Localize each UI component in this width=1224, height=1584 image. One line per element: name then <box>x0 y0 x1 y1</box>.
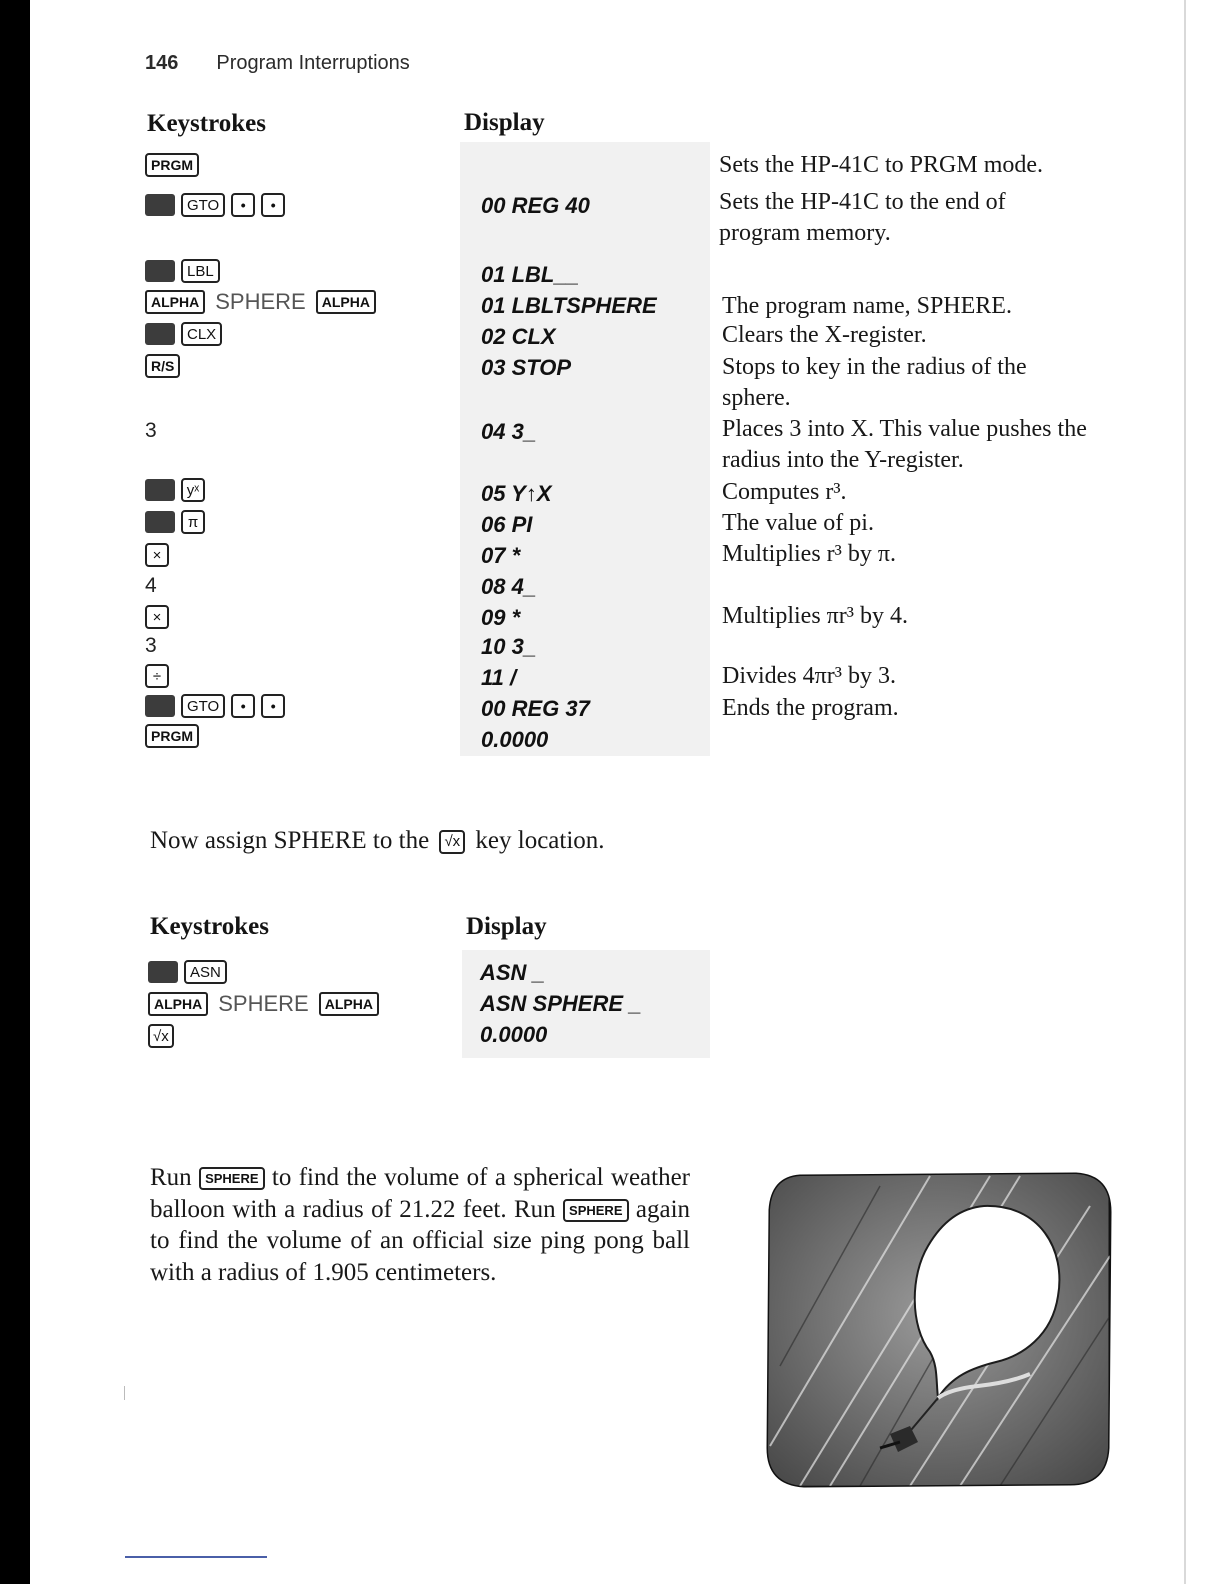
chapter-title: Program Interruptions <box>216 52 410 74</box>
alpha-entry-text: SPHERE <box>218 991 309 1016</box>
alpha-entry-text: SPHERE <box>215 289 306 314</box>
prgm-key[interactable]: PRGM <box>145 153 199 177</box>
display-line: 06 PI <box>481 512 533 537</box>
digit-four: 4 <box>145 574 157 597</box>
display-line: 11 / <box>481 665 517 690</box>
display-line: 09 * <box>481 605 521 630</box>
keystrokes-heading: Keystrokes <box>147 110 266 137</box>
page-number: 146 <box>145 52 179 74</box>
prgm-key[interactable]: PRGM <box>145 724 199 748</box>
keystroke-row-2 <box>145 193 285 217</box>
decimal-point-key[interactable]: • <box>261 193 285 217</box>
display-heading: Display <box>466 913 547 940</box>
multiply-key[interactable]: × <box>145 543 169 567</box>
gto-key[interactable]: GTO <box>181 193 225 217</box>
display-line: ASN _ <box>480 960 545 985</box>
row-description: Sets the HP-41C to PRGM mode. <box>719 152 1044 178</box>
display-line: 02 CLX <box>481 324 556 349</box>
shift-key[interactable] <box>148 961 178 983</box>
display-line: 03 STOP <box>481 355 572 380</box>
keystroke-row-8 <box>145 478 205 502</box>
keystroke-row-6 <box>145 354 180 378</box>
multiply-key[interactable]: × <box>145 605 169 629</box>
display-column-background <box>460 142 710 756</box>
row-description: Multiplies r³ by π. <box>722 541 896 567</box>
keystroke-row-16 <box>145 724 199 748</box>
display-heading: Display <box>464 109 545 136</box>
row-description: Divides 4πr³ by 3. <box>722 663 896 689</box>
keystroke-row-15 <box>145 694 285 718</box>
run-text: to find the volume of a spherical weather balloon with a radius of 21.22 feet. Run <box>150 1164 690 1223</box>
keystroke-row-asn <box>148 960 227 984</box>
display-line: 01 LBLTSPHERE <box>481 293 657 318</box>
page-header <box>145 52 410 75</box>
display-line: 05 Y↑X <box>481 481 552 506</box>
shift-key[interactable] <box>145 511 175 533</box>
display-line: 07 * <box>481 543 521 568</box>
weather-balloon-icon <box>760 1166 1116 1492</box>
y-to-x-key[interactable]: yˣ <box>181 478 205 502</box>
row-description: Clears the X-register. <box>722 322 927 348</box>
shift-key[interactable] <box>145 323 175 345</box>
alpha-key[interactable]: ALPHA <box>145 290 205 314</box>
row-description: Places 3 into X. This value pushes the radius into the Y-register. <box>722 416 1087 473</box>
display-line: 08 4_ <box>481 574 537 599</box>
display-line: 00 REG 40 <box>481 193 590 218</box>
gto-key[interactable]: GTO <box>181 694 225 718</box>
keystrokes-heading: Keystrokes <box>150 913 269 940</box>
weather-balloon-illustration <box>760 1166 1116 1492</box>
keystroke-row-1 <box>145 153 199 177</box>
keystroke-row-14 <box>145 664 169 688</box>
display-line: 01 LBL__ <box>481 262 579 287</box>
display-line: ASN SPHERE _ <box>480 991 642 1016</box>
shift-key[interactable] <box>145 479 175 501</box>
display-line: 04 3_ <box>481 419 537 444</box>
asn-key[interactable]: ASN <box>184 960 227 984</box>
row-description: Ends the program. <box>722 695 899 721</box>
sqrt-key[interactable]: √x <box>439 830 465 854</box>
assign-text-before: Now assign SPHERE to the <box>150 827 430 854</box>
bottom-rule <box>125 1556 267 1558</box>
scan-edge-right <box>1184 0 1186 1584</box>
keystroke-row-13 <box>145 634 157 658</box>
run-word: Run <box>150 1164 192 1191</box>
run-paragraph <box>150 1162 690 1288</box>
keystroke-row-10 <box>145 543 169 567</box>
keystroke-row-9 <box>145 510 205 534</box>
shift-key[interactable] <box>145 194 175 216</box>
row-description: Sets the HP-41C to the end of program memory. <box>719 189 1006 246</box>
keystroke-row-11 <box>145 574 157 598</box>
keystroke-row-4 <box>145 289 376 315</box>
row-description: Stops to key in the radius of the sphere. <box>722 354 1027 411</box>
keystroke-row-12 <box>145 605 169 629</box>
divide-key[interactable]: ÷ <box>145 664 169 688</box>
sqrt-key[interactable]: √x <box>148 1024 174 1048</box>
run-stop-key[interactable]: R/S <box>145 354 180 378</box>
display-line: 10 3_ <box>481 634 537 659</box>
lbl-key[interactable]: LBL <box>181 259 220 283</box>
decimal-point-key[interactable]: • <box>231 694 255 718</box>
keystroke-row-sqrt <box>148 1024 174 1048</box>
sphere-key[interactable]: SPHERE <box>199 1167 264 1190</box>
shift-key[interactable] <box>145 260 175 282</box>
alpha-key[interactable]: ALPHA <box>316 290 376 314</box>
pi-key[interactable]: π <box>181 510 205 534</box>
shift-key[interactable] <box>145 695 175 717</box>
keystroke-row-3 <box>145 259 220 283</box>
row-description: Multiplies πr³ by 4. <box>722 603 908 629</box>
assign-text-after: key location. <box>475 827 605 854</box>
digit-three: 3 <box>145 634 157 657</box>
run-text: again to find the volume of an official size ping pong ball with a radius of 1.905 centimeters. <box>150 1195 691 1286</box>
display-line: 0.0000 <box>481 727 549 752</box>
scan-edge-left <box>0 0 30 1584</box>
keystroke-row-7 <box>145 419 157 443</box>
alpha-key[interactable]: ALPHA <box>148 992 208 1016</box>
assign-paragraph <box>150 827 605 855</box>
alpha-key[interactable]: ALPHA <box>319 992 379 1016</box>
sphere-key[interactable]: SPHERE <box>563 1199 628 1222</box>
display-line: 00 REG 37 <box>481 696 590 721</box>
decimal-point-key[interactable]: • <box>261 694 285 718</box>
row-description: Computes r³. <box>722 479 847 505</box>
clx-key[interactable]: CLX <box>181 322 222 346</box>
display-line: 0.0000 <box>480 1022 548 1047</box>
margin-mark <box>124 1386 125 1400</box>
row-description: The program name, SPHERE. <box>722 293 1012 319</box>
decimal-point-key[interactable]: • <box>231 193 255 217</box>
keystroke-row-5 <box>145 322 222 346</box>
keystroke-row-alpha <box>148 991 379 1017</box>
digit-three: 3 <box>145 419 157 442</box>
row-description: The value of pi. <box>722 510 874 536</box>
